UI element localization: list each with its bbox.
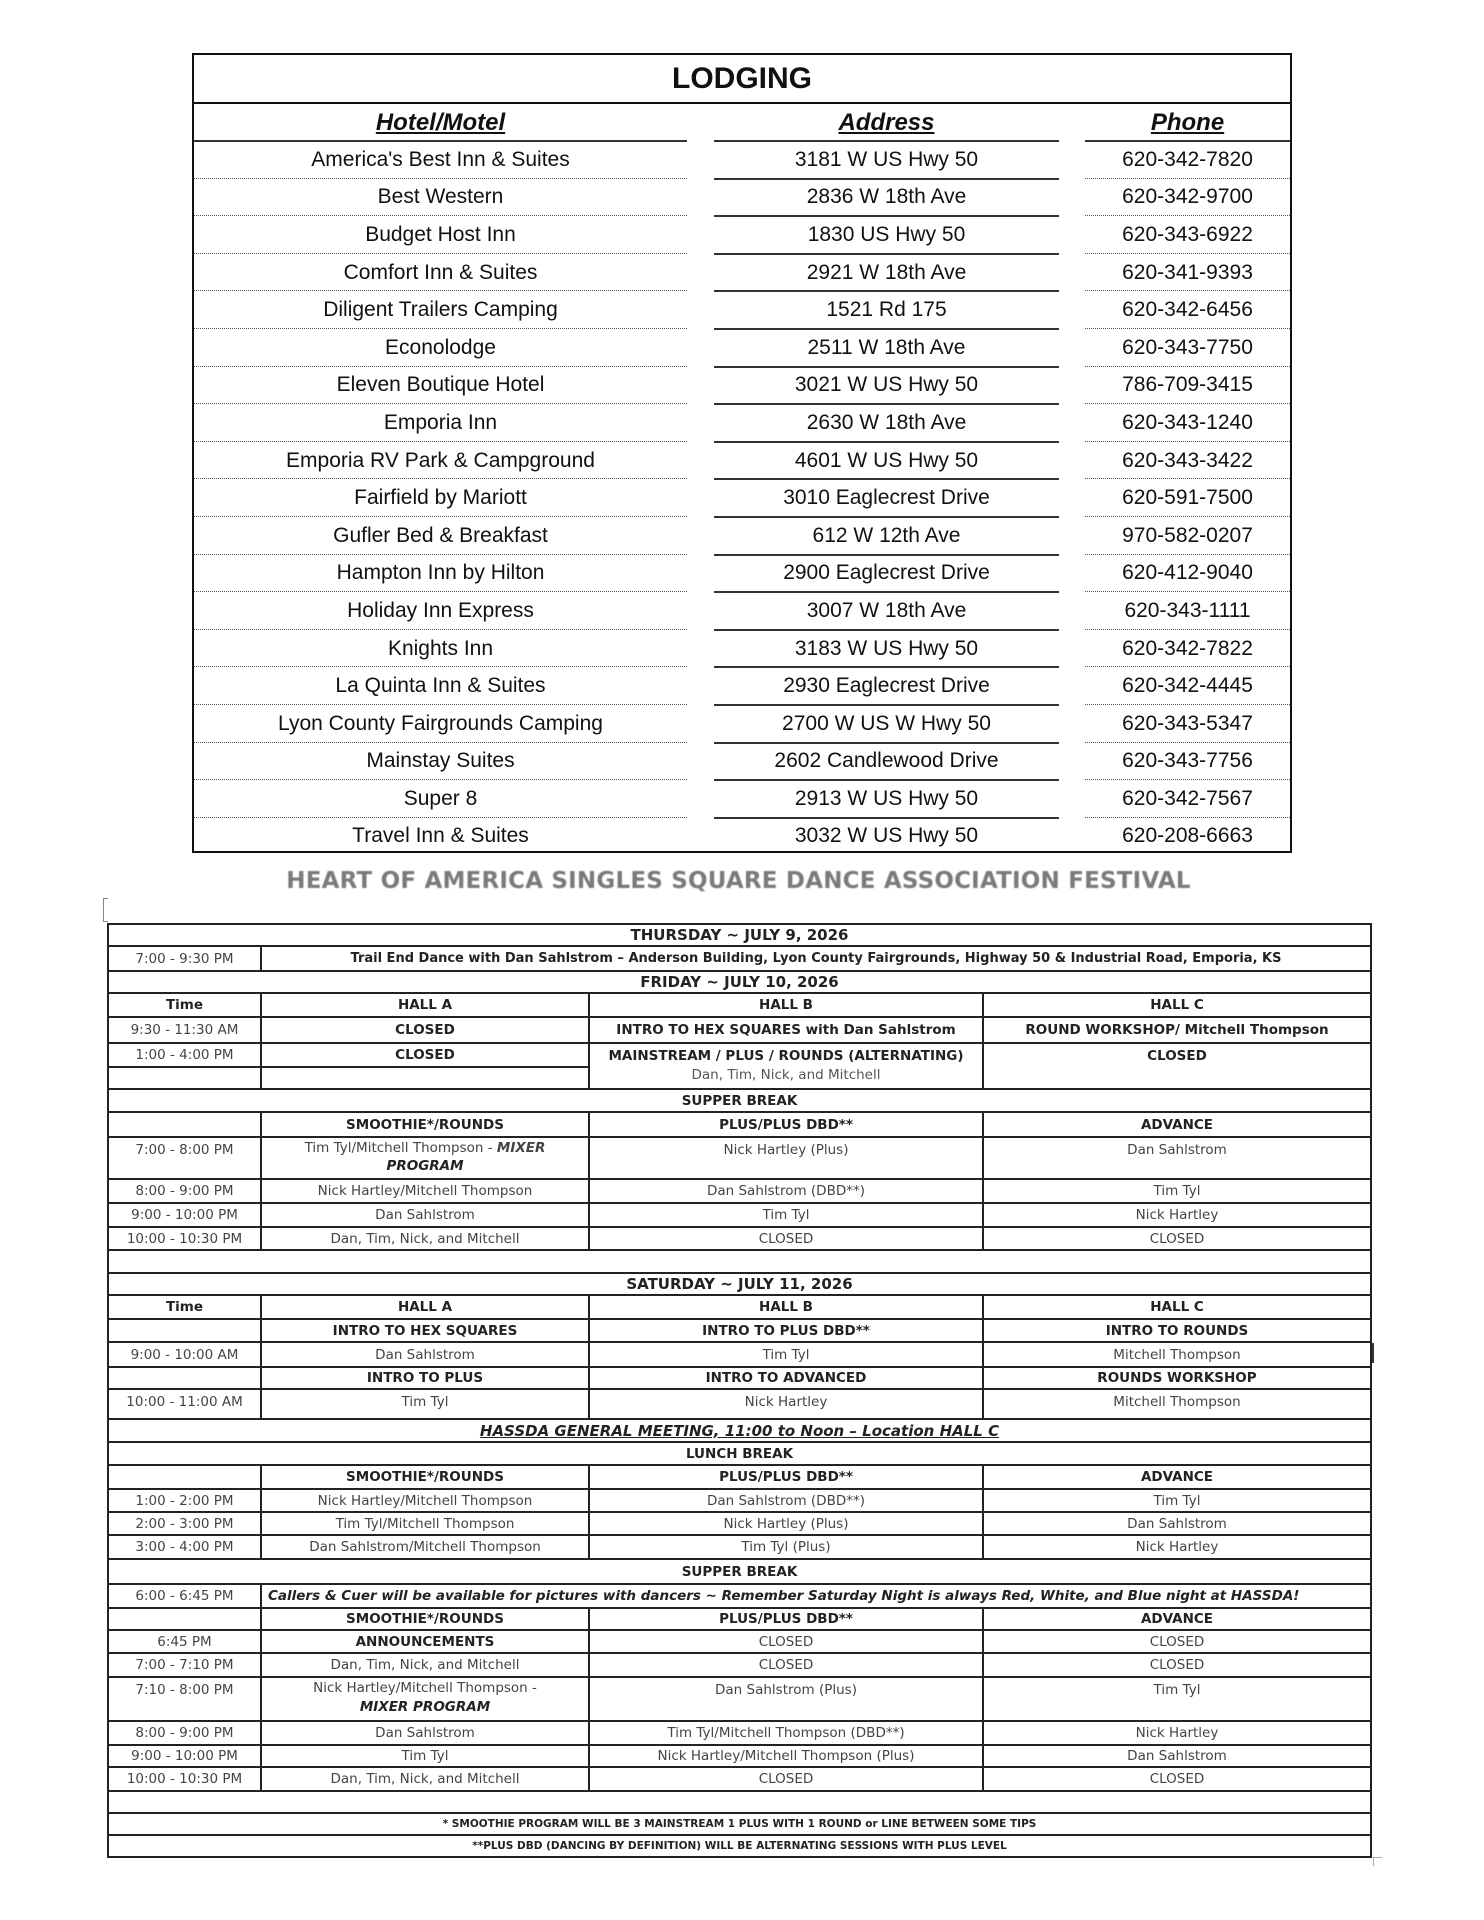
day-heading: THURSDAY ~ JULY 9, 2026 [108,924,1371,946]
mixer-label: MIXER [496,1140,546,1156]
program-header: PLUS/PLUS DBD** [589,1465,983,1489]
time-cell: 9:30 - 11:30 AM [108,1017,261,1043]
hotel-address: 2930 Eaglecrest Drive [783,674,990,698]
program-header: SMOOTHIE*/ROUNDS [261,1608,589,1630]
schedule-row [108,1721,1371,1745]
hotel-address: 3007 W 18th Ave [806,598,967,622]
day-row-saturday [108,1273,1371,1295]
day-row-thursday [108,924,1371,946]
hall-b-cell: CLOSED [589,1767,983,1791]
time-cell: 3:00 - 4:00 PM [108,1535,261,1559]
time-cell: 7:00 - 9:30 PM [108,946,261,971]
schedule-row [108,1677,1371,1721]
schedule-row [108,1389,1371,1419]
hall-b-callers: Dan, Tim, Nick, and Mitchell [691,1067,881,1083]
schedule-title: HEART OF AMERICA SINGLES SQUARE DANCE ASSOCIATION FESTIVAL [286,868,1191,894]
schedule-row [108,1489,1371,1512]
hall-a-cell: Dan, Tim, Nick, and Mitchell [261,1227,589,1250]
hotel-phone: 620-342-7567 [1122,786,1253,810]
break-row [108,1089,1371,1112]
empty-cell [108,1112,261,1137]
hotel-phone: 620-342-7820 [1122,147,1253,171]
program-header: ADVANCE [983,1112,1371,1137]
lodging-row [194,818,1290,856]
hotel-name: Travel Inn & Suites [352,824,529,848]
hall-a-cell: ANNOUNCEMENTS [261,1630,589,1653]
general-meeting: HASSDA GENERAL MEETING, 11:00 to Noon – Location HALL C [108,1419,1371,1442]
time-cell: 2:00 - 3:00 PM [108,1512,261,1535]
hotel-name: Best Western [377,185,504,209]
lodging-row [194,254,1290,292]
hotel-name: Comfort Inn & Suites [343,260,538,284]
friday-evening-rows [108,1179,1371,1250]
hotel-address: 612 W 12th Ave [812,523,961,547]
hotel-address: 1830 US Hwy 50 [807,222,966,246]
schedule-table [107,923,1370,1858]
hotel-name: La Quinta Inn & Suites [335,674,546,698]
hall-c-cell: Nick Hartley [983,1721,1371,1745]
hotel-phone: 620-342-7822 [1122,636,1253,660]
hall-c-cell: CLOSED [983,1653,1371,1677]
hall-b-cell: Nick Hartley/Mitchell Thompson (Plus) [589,1745,983,1767]
header-hall-c: HALL C [983,993,1371,1017]
hotel-phone: 620-591-7500 [1122,486,1253,510]
hotel-address: 3021 W US Hwy 50 [794,373,979,397]
hall-b-cell: Dan Sahlstrom (DBD**) [589,1489,983,1512]
hall-b-cell [589,1043,983,1089]
lodging-title: LODGING [194,55,1290,104]
hotel-phone: 620-342-6456 [1122,298,1253,322]
lodging-row [194,291,1290,329]
time-cell: 9:00 - 10:00 PM [108,1203,261,1227]
empty-cell [108,1319,261,1342]
hotel-name: Super 8 [403,786,478,810]
hotel-phone: 620-343-1111 [1124,598,1251,622]
lodging-row [194,479,1290,517]
program-header-row [108,1608,1371,1630]
hall-c-cell: Mitchell Thompson [983,1342,1371,1367]
hotel-phone: 620-343-1240 [1122,410,1253,434]
hotel-name: America's Best Inn & Suites [311,147,570,171]
empty-cell [261,1067,589,1089]
hotel-phone: 620-343-3422 [1122,448,1253,472]
program-header: SMOOTHIE*/ROUNDS [261,1112,589,1137]
schedule-row [108,1043,1371,1067]
hall-a-cell: Tim Tyl/Mitchell Thompson [261,1512,589,1535]
hotel-name: Mainstay Suites [366,749,515,773]
lodging-row [194,141,1290,179]
header-hall-a: HALL A [261,1295,589,1319]
hall-b-session: INTRO TO ADVANCED [589,1367,983,1389]
hotel-phone: 970-582-0207 [1122,523,1253,547]
hall-c-cell: Tim Tyl [983,1179,1371,1203]
schedule-row [108,1745,1371,1767]
hall-c-cell: Nick Hartley [983,1203,1371,1227]
hall-b-cell: Tim Tyl [589,1203,983,1227]
header-hall-b: HALL B [589,1295,983,1319]
hall-a-cell: CLOSED [261,1043,589,1067]
hotel-name: Holiday Inn Express [347,598,534,622]
hall-c-cell: Dan Sahlstrom [983,1745,1371,1767]
hall-c-cell: CLOSED [983,1630,1371,1653]
header-hall-c: HALL C [983,1295,1371,1319]
meeting-row [108,1419,1371,1442]
lodging-row [194,442,1290,480]
hotel-phone: 620-342-9700 [1122,185,1253,209]
day-heading: SATURDAY ~ JULY 11, 2026 [108,1273,1371,1295]
schedule-row [108,1653,1371,1677]
hall-a-cell: Dan Sahlstrom [261,1342,589,1367]
blank-row [108,1791,1371,1813]
saturday-evening-rows [108,1721,1371,1791]
hall-b-cell: Tim Tyl (Plus) [589,1535,983,1559]
program-header: ADVANCE [983,1608,1371,1630]
hotel-phone: 786-709-3415 [1122,373,1253,397]
hotel-name: Knights Inn [387,636,494,660]
lodging-row [194,630,1290,668]
empty-cell [108,1250,1371,1273]
lodging-row [194,517,1290,555]
footnote-plus-dbd: **PLUS DBD (DANCING BY DEFINITION) WILL BE ALTERNATING SESSIONS WITH PLUS LEVEL [108,1835,1371,1857]
hall-c-cell: CLOSED [983,1767,1371,1791]
header-phone: Phone [1150,109,1225,136]
empty-cell [108,1067,261,1089]
schedule-row [108,1179,1371,1203]
hall-b-cell: CLOSED [589,1227,983,1250]
header-address: Address [838,109,935,136]
hall-header-row [108,993,1371,1017]
lodging-row [194,743,1290,781]
hall-b-session: MAINSTREAM / PLUS / ROUNDS (ALTERNATING) [608,1048,964,1064]
hotel-address: 2836 W 18th Ave [806,185,967,209]
hall-b-cell: INTRO TO HEX SQUARES with Dan Sahlstrom [589,1017,983,1043]
hotel-name: Emporia RV Park & Campground [286,448,595,472]
hotel-address: 4601 W US Hwy 50 [794,448,979,472]
program-label: PROGRAM [386,1158,464,1174]
lodging-table [192,53,1292,853]
hotel-address: 3032 W US Hwy 50 [794,824,979,848]
hall-header-row [108,1295,1371,1319]
hall-a-cell: Tim Tyl [261,1389,589,1419]
hall-c-cell: Tim Tyl [983,1489,1371,1512]
hall-a-cell: Nick Hartley/Mitchell Thompson [261,1179,589,1203]
saturday-afternoon-rows [108,1489,1371,1559]
hall-b-cell: Dan Sahlstrom (Plus) [589,1677,983,1721]
hall-c-cell: Mitchell Thompson [983,1389,1371,1419]
hotel-name: Diligent Trailers Camping [323,298,558,322]
time-cell: 9:00 - 10:00 PM [108,1745,261,1767]
time-cell: 9:00 - 10:00 AM [108,1342,261,1367]
hotel-address: 3010 Eaglecrest Drive [783,486,990,510]
hall-a-session: INTRO TO HEX SQUARES [261,1319,589,1342]
hotel-address: 2700 W US W Hwy 50 [782,711,991,735]
hall-b-cell: Nick Hartley (Plus) [589,1512,983,1535]
hall-a-cell [261,1137,589,1179]
hall-c-cell: Nick Hartley [983,1535,1371,1559]
hotel-address: 3181 W US Hwy 50 [794,147,979,171]
pictures-note: Callers & Cuer will be available for pictures with dancers ~ Remember Saturday Night is always Red, White, and Blue night at HASSDA! [261,1584,1371,1608]
header-hall-a: HALL A [261,993,589,1017]
event-cell: Trail End Dance with Dan Sahlstrom – Anderson Building, Lyon County Fairgrounds, Highway 50 & Industrial Road, Emporia, KS [261,946,1371,971]
hotel-name: Gufler Bed & Breakfast [333,523,548,547]
mixer-program-label: MIXER PROGRAM [359,1699,491,1715]
hotel-name: Emporia Inn [383,410,498,434]
break-row [108,1442,1371,1465]
lodging-header-row [194,104,1290,141]
lodging-row [194,404,1290,442]
corner-crop-mark [1373,1857,1382,1866]
lodging-row [194,555,1290,593]
empty-cell [108,1367,261,1389]
empty-cell [108,1465,261,1489]
schedule-row [108,1512,1371,1535]
hall-a-cell: Dan, Tim, Nick, and Mitchell [261,1653,589,1677]
hotel-address: 2602 Candlewood Drive [774,749,999,773]
hall-a-cell: Dan Sahlstrom [261,1203,589,1227]
hotel-phone: 620-208-6663 [1122,824,1253,848]
lodging-row [194,367,1290,405]
day-row-friday [108,971,1371,993]
hotel-name: Eleven Boutique Hotel [336,373,545,397]
session-title-row [108,1319,1371,1342]
hotel-phone: 620-412-9040 [1122,561,1253,585]
hotel-phone: 620-343-7750 [1122,335,1253,359]
caller-names: Tim Tyl/Mitchell Thompson - [304,1140,497,1156]
hall-b-cell: Nick Hartley (Plus) [589,1137,983,1179]
session-title-row [108,1367,1371,1389]
hall-b-cell: Dan Sahlstrom (DBD**) [589,1179,983,1203]
hotel-address: 1521 Rd 175 [826,298,947,322]
program-header: PLUS/PLUS DBD** [589,1608,983,1630]
hotel-address: 2900 Eaglecrest Drive [783,561,990,585]
hall-b-cell: Tim Tyl/Mitchell Thompson (DBD**) [589,1721,983,1745]
program-header-row [108,1112,1371,1137]
time-cell: 7:00 - 8:00 PM [108,1137,261,1179]
schedule-row [108,1342,1371,1367]
hall-b-cell: CLOSED [589,1653,983,1677]
hotel-name: Lyon County Fairgrounds Camping [278,711,603,735]
day-heading: FRIDAY ~ JULY 10, 2026 [108,971,1371,993]
hotel-address: 2921 W 18th Ave [806,260,967,284]
time-cell: 1:00 - 4:00 PM [108,1043,261,1067]
time-cell: 8:00 - 9:00 PM [108,1179,261,1203]
time-cell: 7:10 - 8:00 PM [108,1677,261,1721]
supper-break: SUPPER BREAK [108,1089,1371,1112]
hall-a-session: INTRO TO PLUS [261,1367,589,1389]
hall-c-session: INTRO TO ROUNDS [983,1319,1371,1342]
hotel-phone: 620-342-4445 [1122,674,1253,698]
supper-break: SUPPER BREAK [108,1559,1371,1584]
hall-c-cell: Dan Sahlstrom [983,1137,1371,1179]
hall-a-cell: Dan, Tim, Nick, and Mitchell [261,1767,589,1791]
hall-c-cell: CLOSED [983,1043,1371,1089]
schedule-row [108,1203,1371,1227]
margin-bracket-mark [103,898,108,922]
blank-row [108,1250,1371,1273]
lodging-row [194,592,1290,630]
hotel-name: Hampton Inn by Hilton [336,561,545,585]
time-cell: 10:00 - 10:30 PM [108,1227,261,1250]
schedule-row [108,1017,1371,1043]
hall-c-session: ROUNDS WORKSHOP [983,1367,1371,1389]
hall-c-cell: Tim Tyl [983,1677,1371,1721]
time-cell: 7:00 - 7:10 PM [108,1653,261,1677]
hall-a-cell: CLOSED [261,1017,589,1043]
schedule-row [108,946,1371,971]
hall-a-cell: Tim Tyl [261,1745,589,1767]
hotel-address: 2630 W 18th Ave [806,410,967,434]
hall-c-cell: CLOSED [983,1227,1371,1250]
lodging-row [194,179,1290,217]
time-cell: 10:00 - 11:00 AM [108,1389,261,1419]
hall-c-cell: ROUND WORKSHOP/ Mitchell Thompson [983,1017,1371,1043]
hall-b-cell: Tim Tyl [589,1342,983,1367]
hotel-name: Budget Host Inn [365,222,516,246]
program-header: SMOOTHIE*/ROUNDS [261,1465,589,1489]
hall-b-session: INTRO TO PLUS DBD** [589,1319,983,1342]
time-cell: 1:00 - 2:00 PM [108,1489,261,1512]
hall-a-cell: Nick Hartley/Mitchell Thompson [261,1489,589,1512]
schedule-row [108,1227,1371,1250]
schedule-row [108,1767,1371,1791]
lodging-row [194,216,1290,254]
hotel-phone: 620-343-5347 [1122,711,1253,735]
header-hotel: Hotel/Motel [375,109,506,136]
header-hall-b: HALL B [589,993,983,1017]
hotel-name: Econolodge [385,335,496,359]
header-time: Time [108,993,261,1017]
lodging-rows [194,141,1290,855]
hall-b-cell: Nick Hartley [589,1389,983,1419]
margin-tick-mark [1372,1343,1374,1363]
time-cell: 10:00 - 10:30 PM [108,1767,261,1791]
footnote-row [108,1813,1371,1835]
program-header: ADVANCE [983,1465,1371,1489]
caller-names: Nick Hartley/Mitchell Thompson - [313,1680,537,1696]
hotel-name: Fairfield by Mariott [354,486,527,510]
header-time: Time [108,1295,261,1319]
lodging-row [194,329,1290,367]
program-header: PLUS/PLUS DBD** [589,1112,983,1137]
hotel-address: 2511 W 18th Ave [807,335,966,359]
schedule-row [108,1535,1371,1559]
break-row [108,1559,1371,1584]
schedule-row [108,1137,1371,1179]
lodging-row [194,667,1290,705]
time-cell: 6:00 - 6:45 PM [108,1584,261,1608]
time-cell: 8:00 - 9:00 PM [108,1721,261,1745]
hotel-phone: 620-343-7756 [1122,749,1253,773]
lodging-row [194,705,1290,743]
lodging-row [194,780,1290,818]
hotel-phone: 620-343-6922 [1122,222,1253,246]
schedule-row [108,1630,1371,1653]
hotel-phone: 620-341-9393 [1122,260,1253,284]
hotel-address: 2913 W US Hwy 50 [794,786,979,810]
hotel-address: 3183 W US Hwy 50 [794,636,979,660]
time-cell: 6:45 PM [108,1630,261,1653]
hall-c-cell: Dan Sahlstrom [983,1512,1371,1535]
hall-a-cell [261,1677,589,1721]
lunch-break: LUNCH BREAK [108,1442,1371,1465]
hall-a-cell: Dan Sahlstrom [261,1721,589,1745]
footnote-row [108,1835,1371,1857]
hall-b-cell: CLOSED [589,1630,983,1653]
pictures-row [108,1584,1371,1608]
empty-cell [108,1791,1371,1813]
footnote-smoothie: * SMOOTHIE PROGRAM WILL BE 3 MAINSTREAM 1 PLUS WITH 1 ROUND or LINE BETWEEN SOME TIPS [108,1813,1371,1835]
program-header-row [108,1465,1371,1489]
empty-cell [108,1608,261,1630]
hall-a-cell: Dan Sahlstrom/Mitchell Thompson [261,1535,589,1559]
